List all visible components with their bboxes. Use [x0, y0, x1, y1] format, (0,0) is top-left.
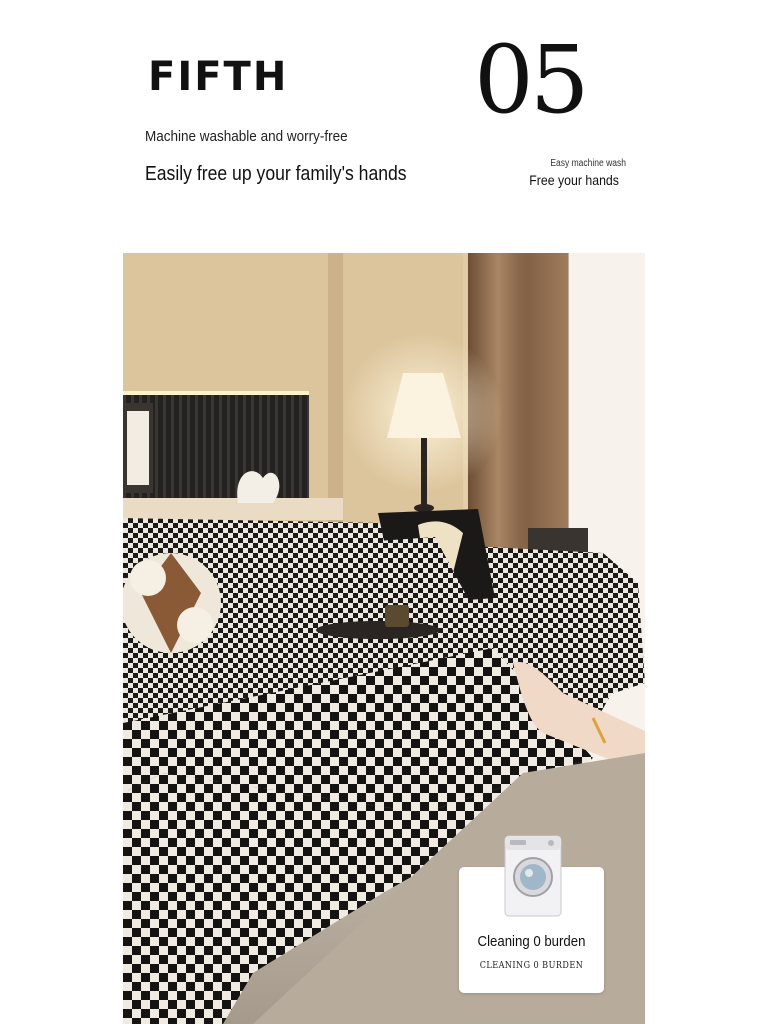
side-note: Free your hands — [529, 172, 619, 188]
washing-machine-icon — [504, 835, 562, 917]
section-title: FIFTH — [148, 54, 289, 100]
badge-subtitle: CLEANING 0 BURDEN — [479, 961, 584, 971]
tagline-primary: Machine washable and worry-free — [145, 128, 348, 145]
badge-title: Cleaning 0 burden — [477, 933, 586, 950]
tagline-secondary: Easily free up your family's hands — [145, 163, 407, 185]
side-note-small: Easy machine wash — [550, 158, 626, 169]
section-number: 05 — [474, 26, 586, 135]
cleaning-badge — [459, 867, 604, 993]
